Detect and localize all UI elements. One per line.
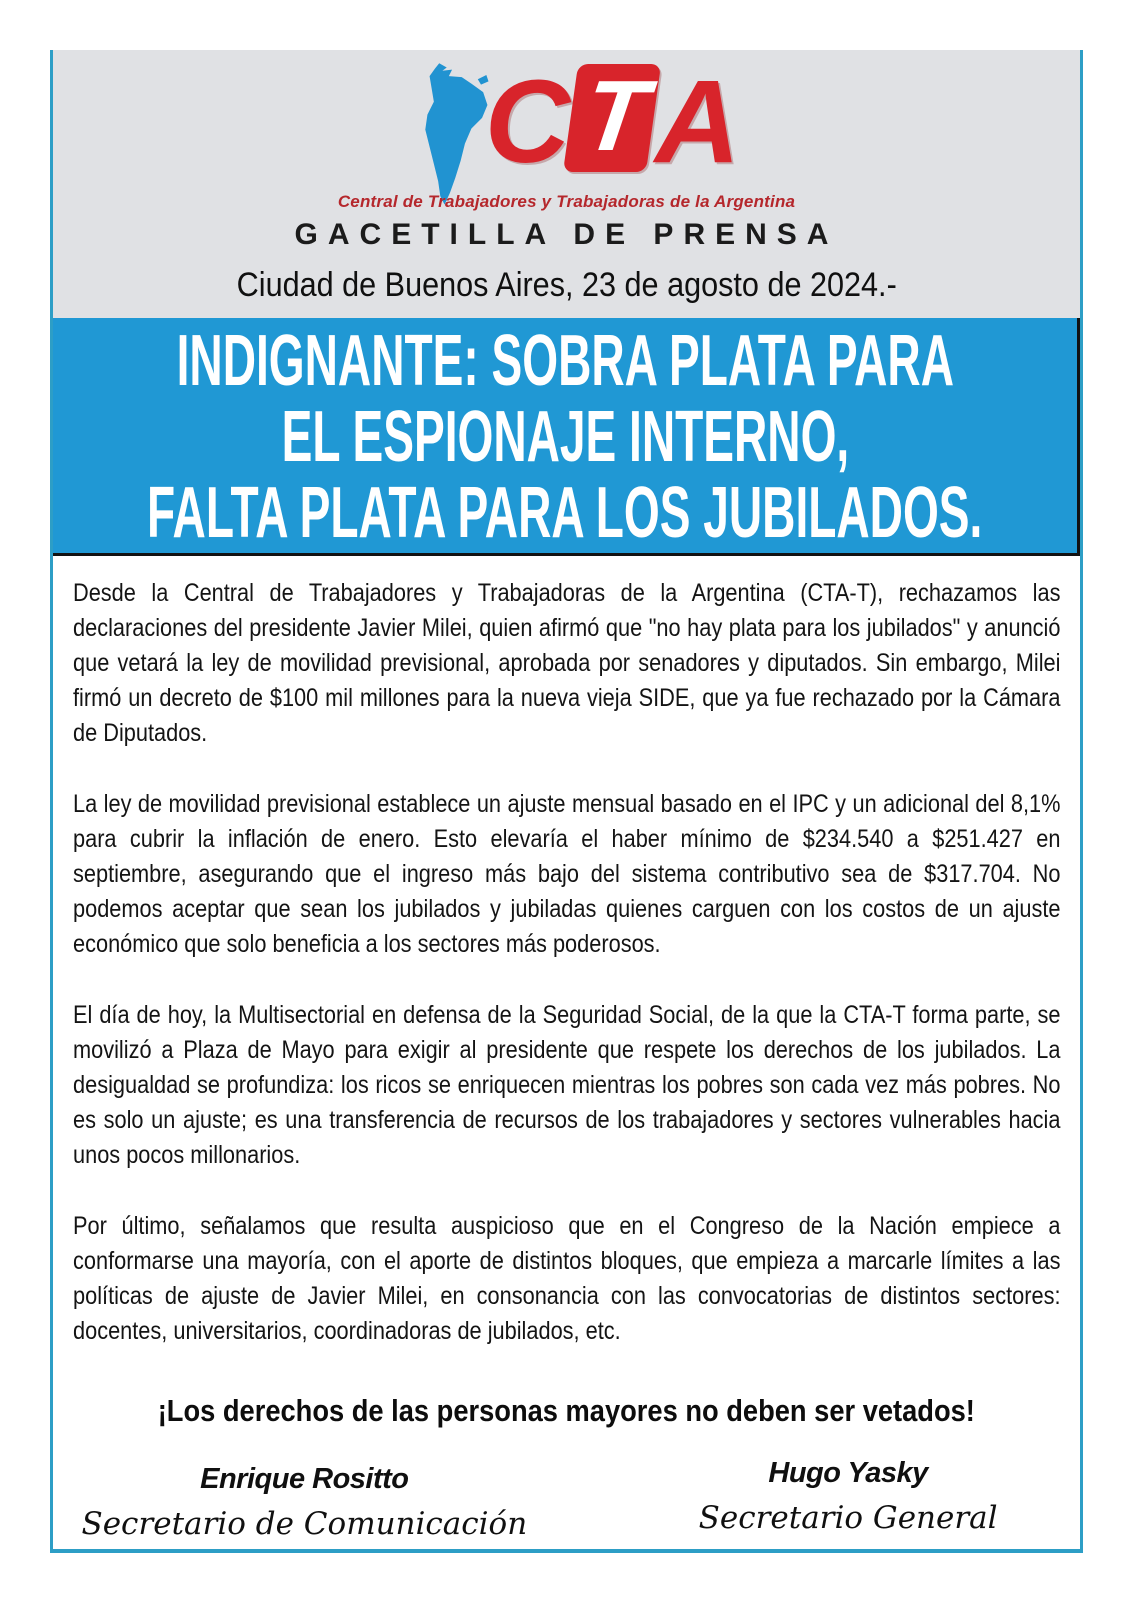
headline-line-2 [53,399,1077,475]
signature-name: Hugo Yasky [768,1457,928,1489]
signatures [73,1457,1060,1542]
cta-letter-a: A [655,56,735,188]
press-release-body [53,556,1080,1542]
cta-logo [53,58,1080,186]
page-frame [50,50,1083,1553]
headline-text-3: FALTA PLATA PARA LOS JUBILADOS. [147,473,983,553]
body-paragraph-3: El día de hoy, la Multisectorial en defensa de la Seguridad Social, de la que la CTA-T forma parte, se movilizó a Plaza de Mayo para exigir al presidente que respete los derechos de los jubilados. La desigualdad se profundiza: los ricos se enriquecen mientras los pobres son cada vez más pobres. No es solo un ajuste; es una transferencia de recursos de los trabajadores y sectores vulnerables hacia unos pocos millonarios. [73,1001,1061,1169]
press-banner: GACETILLA DE PRENSA [294,218,839,251]
signature-communication-secretary [81,1463,528,1542]
headline-text-2: EL ESPIONAJE INTERNO, [281,397,849,477]
cta-wordmark [484,56,735,188]
headline-banner [53,318,1080,556]
signature-general-secretary [644,1457,1052,1542]
headline-line-3 [53,475,1077,551]
headline-text-1: INDIGNANTE: SOBRA PLATA PARA [176,321,954,401]
date-line: Ciudad de Buenos Aires, 23 de agosto de 2024.- [236,266,897,304]
cta-letter-c: C [484,56,564,188]
body-paragraph-4: Por último, señalamos que resulta auspicioso que en el Congreso de la Nación empiece a conformarse una mayoría, con el aporte de distintos bloques, que empieza a marcarle límites a las políticas de ajuste de Javier Milei, en consonancia con las convocatorias de distintos sectores: docentes, universitarios, coordinadoras de jubilados, etc. [73,1212,1061,1345]
body-paragraph-2: La ley de movilidad previsional establece un ajuste mensual basado en el IPC y un adicional del 8,1% para cubrir la inflación de enero. Esto elevaría el haber mínimo de $234.540 a $251.427 en septiembre, asegurando que el ingreso más bajo del sistema contributivo sea de $317.704. No podemos aceptar que sean los jubilados y jubiladas quienes carguen con los costos de un ajuste económico que solo beneficia a los sectores más poderosos. [73,790,1061,958]
letterhead [53,50,1080,318]
signature-name: Enrique Rositto [200,1463,409,1495]
cta-letter-t: T [563,64,661,172]
signature-title: Secretario General [698,1500,998,1536]
headline-line-1 [53,323,1077,399]
signature-title: Secretario de Comunicación [81,1506,528,1542]
logo-subtitle: Central de Trabajadores y Trabajadoras de la Argentina [337,192,796,211]
body-paragraph-1: Desde la Central de Trabajadores y Trabajadoras de la Argentina (CTA-T), rechazamos las declaraciones del presidente Javier Milei, quien afirmó que "no hay plata para los jubilados" y anunció que vetará la ley de movilidad previsional, aprobada por senadores y diputados. Sin embargo, Milei firmó un decreto de $100 mil millones para la nueva vieja SIDE, que ya fue rechazado por la Cámara de Diputados. [73,579,1061,747]
slogan: ¡Los derechos de las personas mayores no deben ser vetados! [157,1393,976,1428]
